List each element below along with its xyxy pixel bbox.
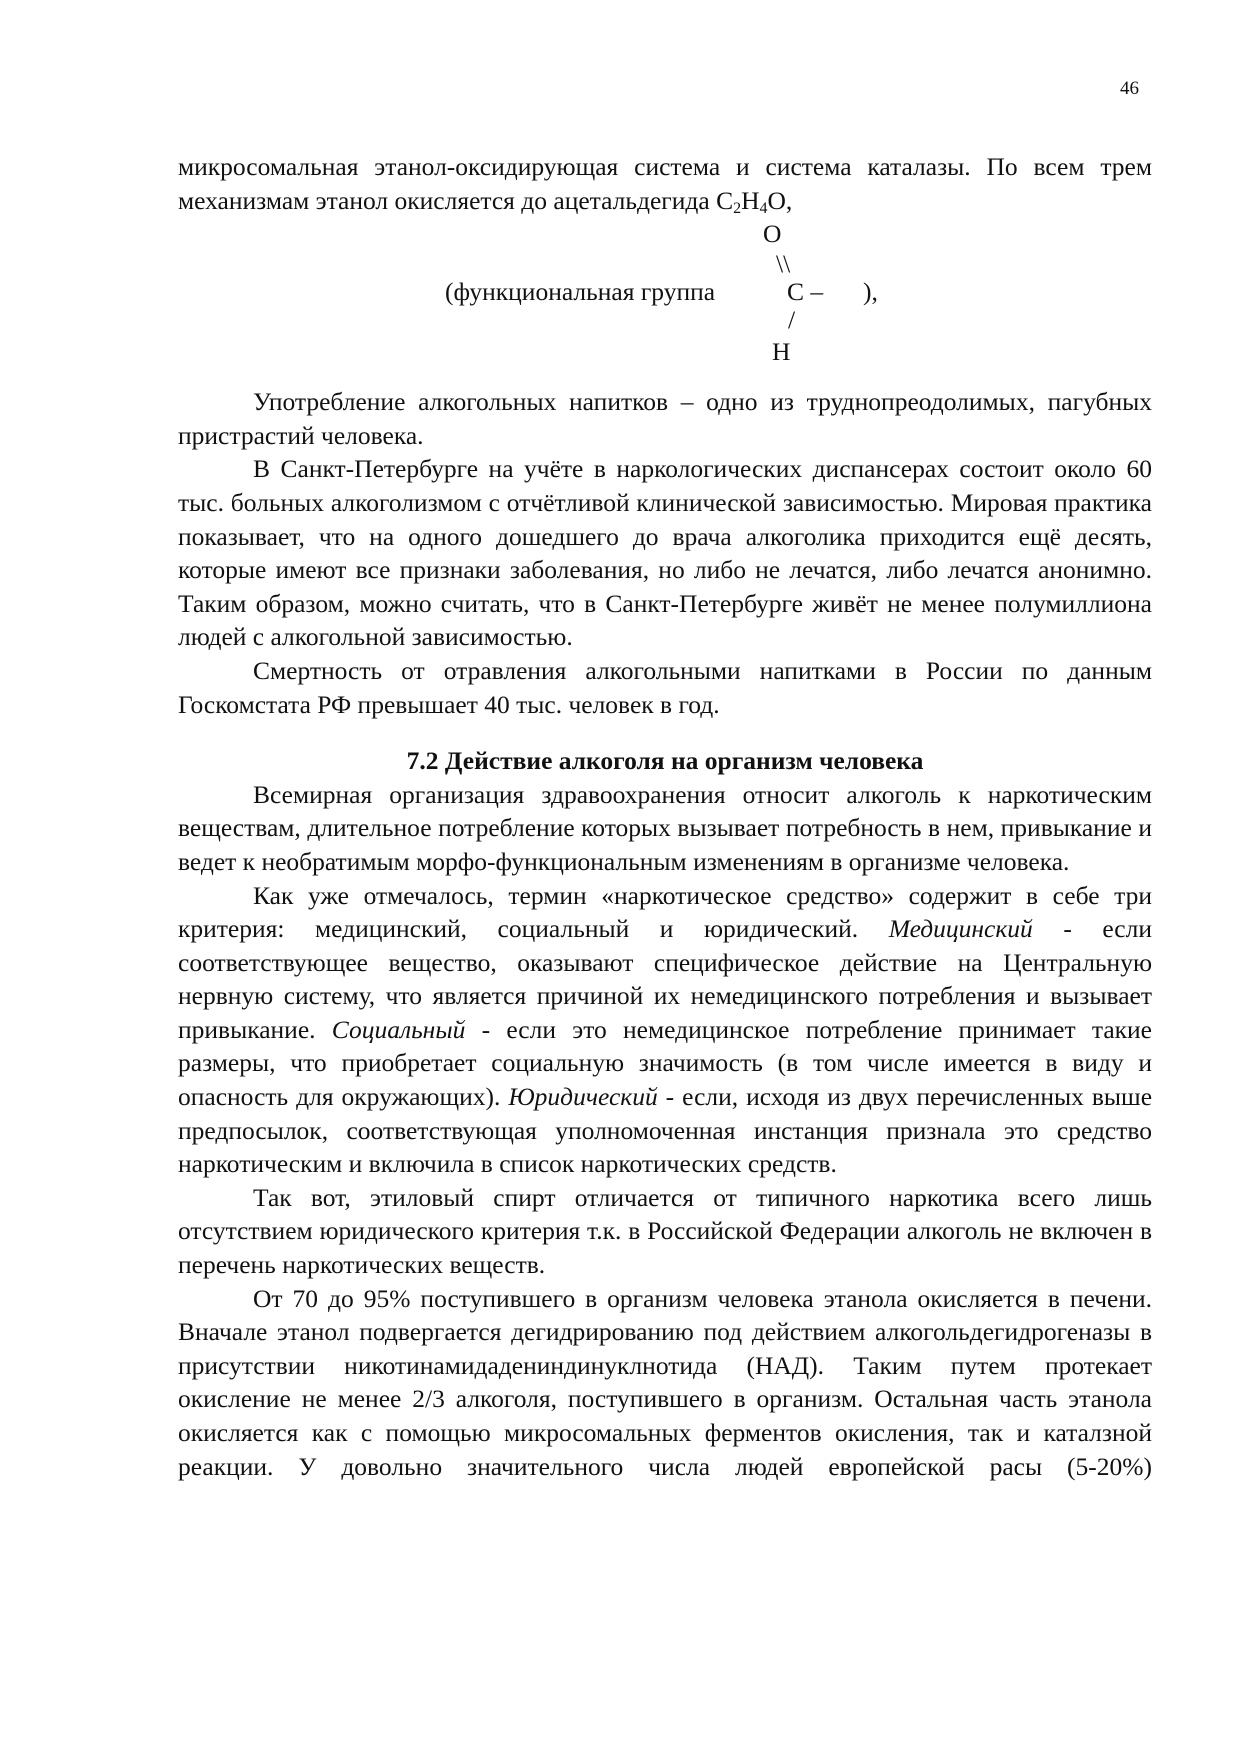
section-heading: 7.2 Действие алкоголя на организм человека	[406, 746, 924, 776]
aldehyde-functional-group-formula	[178, 217, 1152, 385]
term-social: Социальный	[331, 1014, 466, 1044]
paragraph-spb-statistics: В Санкт-Петербурге на учёте в наркологических диспансерах состоит около 60 тыс. больных алкоголизмом с отчётливой клинической зависимостью. Мировая практика показывает, что на одного дошедшего до врача алкоголика приходится ещё десять, которые имеют все признаки заболевания, но либо не лечатся, либо лечатся анонимно. Таким образом, можно считать, что в Санкт-Петербурге живёт не менее полумиллиона людей с алкогольной зависимостью.	[178, 454, 1152, 652]
term-legal: Юридический	[508, 1082, 658, 1112]
paragraph-who: Всемирная организация здравоохранения относит алкоголь к наркотическим веществам, длительное потребление которых вызывает потребность в нем, привыкание и ведет к необратимым морфо-функциональным изменениям в организме человека.	[178, 779, 1152, 876]
page-body	[178, 150, 1152, 1483]
paragraph-mortality: Смертность от отравления алкогольными напитками в России по данным Госкомстата РФ превышает 40 тыс. человек в год.	[178, 655, 1152, 719]
formula-hydrogen: H	[772, 337, 791, 367]
paragraph-alcohol-use: Употребление алкогольных напитков – одно из труднопреодолимых, пагубных пристрастий человека.	[178, 387, 1152, 450]
paragraph-intro: микросомальная этанол-оксидирующая система и система каталазы. По всем трем механизмам этанол окисляется до ацетальдегида $C_2H_4O$,	[178, 152, 1152, 217]
page-number: 46	[1120, 78, 1139, 99]
paragraph-ethanol-legal: Так вот, этиловый спирт отличается от типичного наркотика всего лишь отсутствием юридического критерия т.к. в Российской Федерации алкоголь не включен в перечень наркотических веществ.	[178, 1182, 1152, 1280]
paragraph-criteria: Как уже отмечалось, термин «наркотическое средство» содержит в себе три критерия: медицинский, социальный и юридический. Медицинский - если соответствующее вещество, оказывают специфическое действие на Центральную нервную систему, что является причиной их немедицинского потребления и вызывает привыкание. Социальный - если это немедицинское потребление принимает такие размеры, что приобретает социальную значимость (в том числе имеется в виду и опасность для окружающих). Юридический - если, исходя из двух перечисленных выше предпосылок, соответствующая уполномоченная инстанция признала это средство наркотическим и включила в список наркотических средств.	[178, 880, 1153, 1179]
formula-single-bond: /	[788, 305, 796, 335]
formula-close: ),	[863, 277, 878, 307]
section-gap	[178, 721, 1152, 744]
term-medical: Медицинский	[888, 914, 1033, 944]
formula-oxygen: O	[763, 219, 782, 249]
formula-label: (функциональная группа	[445, 277, 716, 307]
paragraph-oxidation: От 70 до 95% поступившего в организм человека этанола окисляется в печени. Вначале этанол подвергается дегидрированию под действием алкогольдегидрогеназы в присутствии никотинамидадениндинуклнотида (НАД). Таким путем протекает окисление не менее 2/3 алкоголя, поступившего в организм. Остальная часть этанола окисляется как с помощью микросомальных ферментов окисления, так и каталзной реакции. У довольно значительного числа людей европейской расы (5-20%)	[178, 1283, 1152, 1481]
formula-carbon: C –	[787, 277, 824, 307]
formula-double-bond: \\	[776, 249, 791, 279]
